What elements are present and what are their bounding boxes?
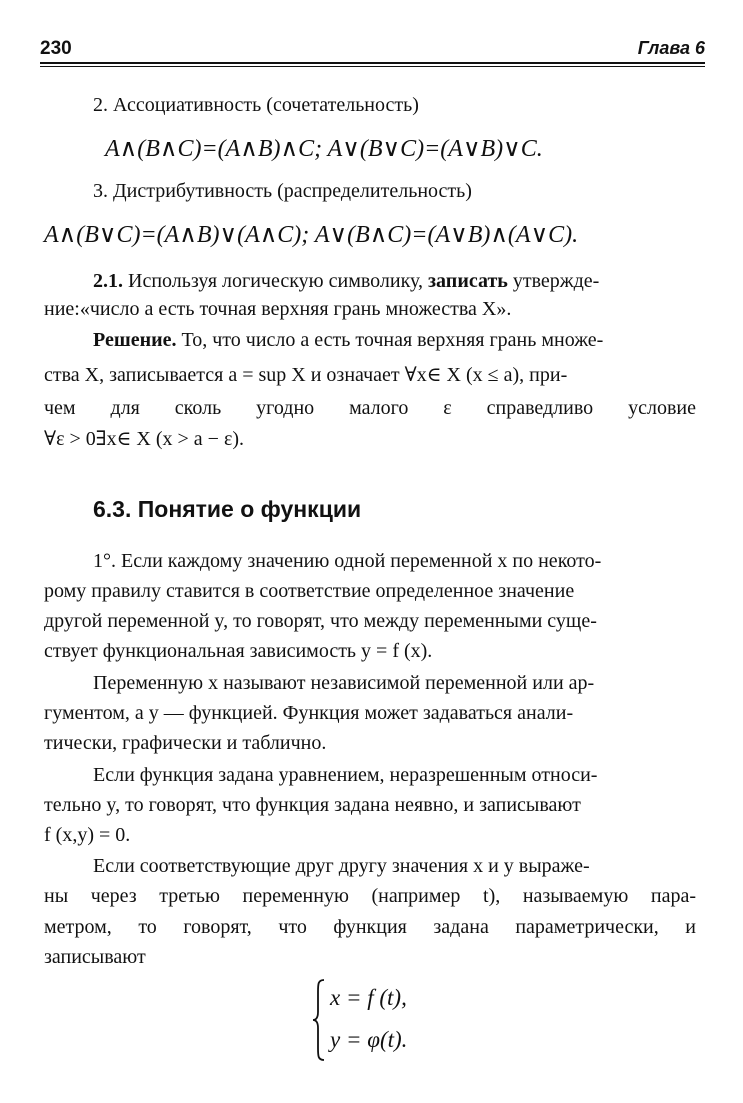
solution-line-4: ∀ε > 0∃x∈ X (x > a − ε). [44, 428, 244, 450]
p3-line-3: f (x,y) = 0. [44, 824, 131, 846]
p1-line-1: 1°. Если каждому значению одной переменной x по некото- [93, 550, 602, 572]
p4-line-2: ны через третью переменную (например t), называемую пара- [44, 885, 696, 907]
assoc-label: 2. Ассоциативность (сочетательность) [93, 94, 419, 116]
assoc-formula: A∧(B∧C)=(A∧B)∧C; A∨(B∨C)=(A∨B)∨C. [105, 136, 543, 162]
solution-text: То, что число a есть точная верхняя грань множе- [181, 329, 604, 351]
header-rule-thick [40, 62, 705, 64]
page-number: 230 [40, 38, 72, 59]
header-rule-thin [40, 66, 705, 67]
p2-line-2: гументом, а y — функцией. Функция может задаваться анали- [44, 702, 574, 724]
exercise-keyword: записать [428, 270, 508, 292]
system-equation-2: y = φ(t). [330, 1027, 408, 1052]
exercise-text-b: утвержде- [512, 270, 600, 292]
p4-line-3: метром, то говорят, что функция задана параметрически, и [44, 916, 696, 938]
section-title: 6.3. Понятие о функции [93, 496, 362, 522]
solution-line-2: ства X, записывается a = sup X и означает ∀x∈ X (x ≤ a), при- [44, 364, 568, 386]
solution-line-3: чем для сколь угодно малого ε справедливо условие [44, 397, 696, 419]
p2-line-3: тически, графически и таблично. [44, 732, 327, 754]
p1-line-3: другой переменной y, то говорят, что между переменными суще- [44, 610, 597, 632]
system-equation-1: x = f (t), [330, 985, 407, 1010]
system-brace [312, 978, 326, 1062]
p3-line-2: тельно y, то говорят, что функция задана неявно, и записывают [44, 794, 581, 816]
exercise-line-2: ние:«число a есть точная верхняя грань множества X». [44, 298, 512, 320]
p1-line-2: рому правилу ставится в соответствие определенное значение [44, 580, 575, 602]
p2-line-1: Переменную x называют независимой переменной или ар- [93, 672, 595, 694]
solution-label: Решение. [93, 329, 177, 351]
chapter-label: Глава 6 [637, 38, 705, 58]
p1-line-4: ствует функциональная зависимость y = f (x). [44, 640, 433, 662]
p3-line-1: Если функция задана уравнением, неразрешенным относи- [93, 764, 598, 786]
distrib-label: 3. Дистрибутивность (распределительность) [93, 180, 472, 202]
p4-line-1: Если соответствующие друг другу значения x и y выраже- [93, 855, 590, 877]
exercise-number: 2.1. [93, 270, 123, 292]
solution-line-1 [93, 327, 603, 353]
exercise-line-1 [93, 268, 599, 294]
distrib-formula: A∧(B∨C)=(A∧B)∨(A∧C); A∨(B∧C)=(A∨B)∧(A∨C). [44, 222, 579, 248]
exercise-text-a: Используя логическую символику, [128, 270, 424, 292]
p4-line-4: записывают [44, 946, 146, 968]
